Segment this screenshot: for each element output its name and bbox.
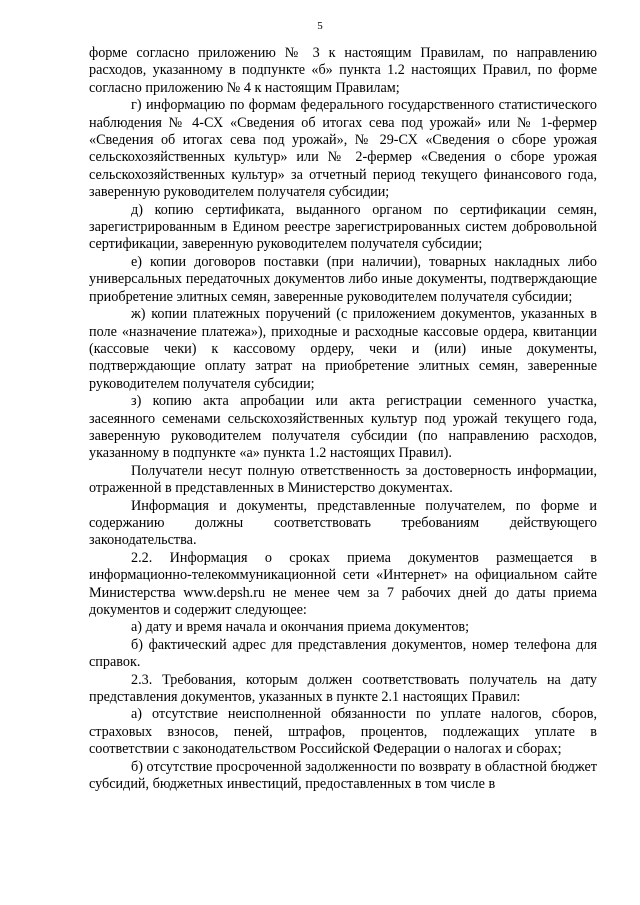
paragraph-2-2-item-b: б) фактический адрес для представления документов, номер телефона для справок. xyxy=(89,636,597,671)
paragraph-item-d-certificate: д) копию сертификата, выданного органом по сертификации семян, зарегистрированным в Едином реестре зарегистрированных систем добровольной сертификации, заверенную руководителем получателя субсидии; xyxy=(89,201,597,253)
paragraph-item-g-statistics: г) информацию по формам федерального государственного статистического наблюдения № 4-СХ «Сведения об итогах сева под урожай» или № 1-фермер «Сведения об итогах сева под урожай», № 29-СХ «Сведения о сборе урожая сельскохозяйственных культур» или № 2-фермер «Сведения о сборе урожая сельскохозяйственных культур» за отчетный период текущего финансового года, заверенную руководителем получателя субсидии; xyxy=(89,97,597,201)
paragraph-2-2-item-a: а) дату и время начала и окончания приема документов; xyxy=(131,619,470,636)
paragraph-section-2-2: 2.2. Информация о сроках приема документов размещается в информационно-телекоммуникационной сети «Интернет» на официальном сайте Министерства www.depsh.ru не менее чем за 7 рабочих дней до даты приема документов и содержит следующее: xyxy=(89,549,597,618)
paragraph-2-3-item-a: а) отсутствие неисполненной обязанности по уплате налогов, сборов, страховых взносов, пеней, штрафов, процентов, подлежащих уплате в соответствии с законодательством Российской Федерации о налогах и сборах; xyxy=(89,706,597,758)
page-number: 5 xyxy=(317,20,323,32)
paragraph-item-zh-payments: ж) копии платежных поручений (с приложением документов, указанных в поле «назначение платежа»), приходные и расходные кассовые ордера, квитанции (кассовые чеки) к кассовому ордеру, чеки и (или) иные документы, подтверждающие оплату затрат на приобретение элитных семян, заверенные руководителем получателя субсидии; xyxy=(89,306,597,392)
paragraph-continuation: форме согласно приложению № 3 к настоящим Правилам, по направлению расходов, указанному в подпункте «б» пункта 1.2 настоящих Правил, по форме согласно приложению № 4 к настоящим Правилам; xyxy=(89,45,597,96)
paragraph-2-3-item-b: б) отсутствие просроченной задолженности по возврату в областной бюджет субсидий, бюджетных инвестиций, предоставленных в том числе в xyxy=(89,758,597,793)
paragraph-section-2-3: 2.3. Требования, которым должен соответствовать получатель на дату представления документов, указанных в пункте 2.1 настоящих Правил: xyxy=(89,671,597,706)
paragraph-item-e-contracts: е) копии договоров поставки (при наличии), товарных накладных либо универсальных передаточных документов либо иные документы, подтверждающие приобретение элитных семян, заверенные руководителем получателя субсидии; xyxy=(89,253,597,305)
paragraph-compliance: Информация и документы, представленные получателем, по форме и содержанию должны соответствовать требованиям действующего законодательства. xyxy=(89,497,597,549)
paragraph-item-z-approbation: з) копию акта апробации или акта регистрации семенного участка, засеянного семенами сельскохозяйственных культур под урожай текущего года, заверенную руководителем получателя субсидии (по направлению расходов, указанному в подпункте «а» пункта 1.2 настоящих Правил). xyxy=(89,393,597,462)
paragraph-responsibility: Получатели несут полную ответственность за достоверность информации, отраженной в представленных в Министерство документах. xyxy=(89,462,597,497)
document-body xyxy=(89,45,597,793)
